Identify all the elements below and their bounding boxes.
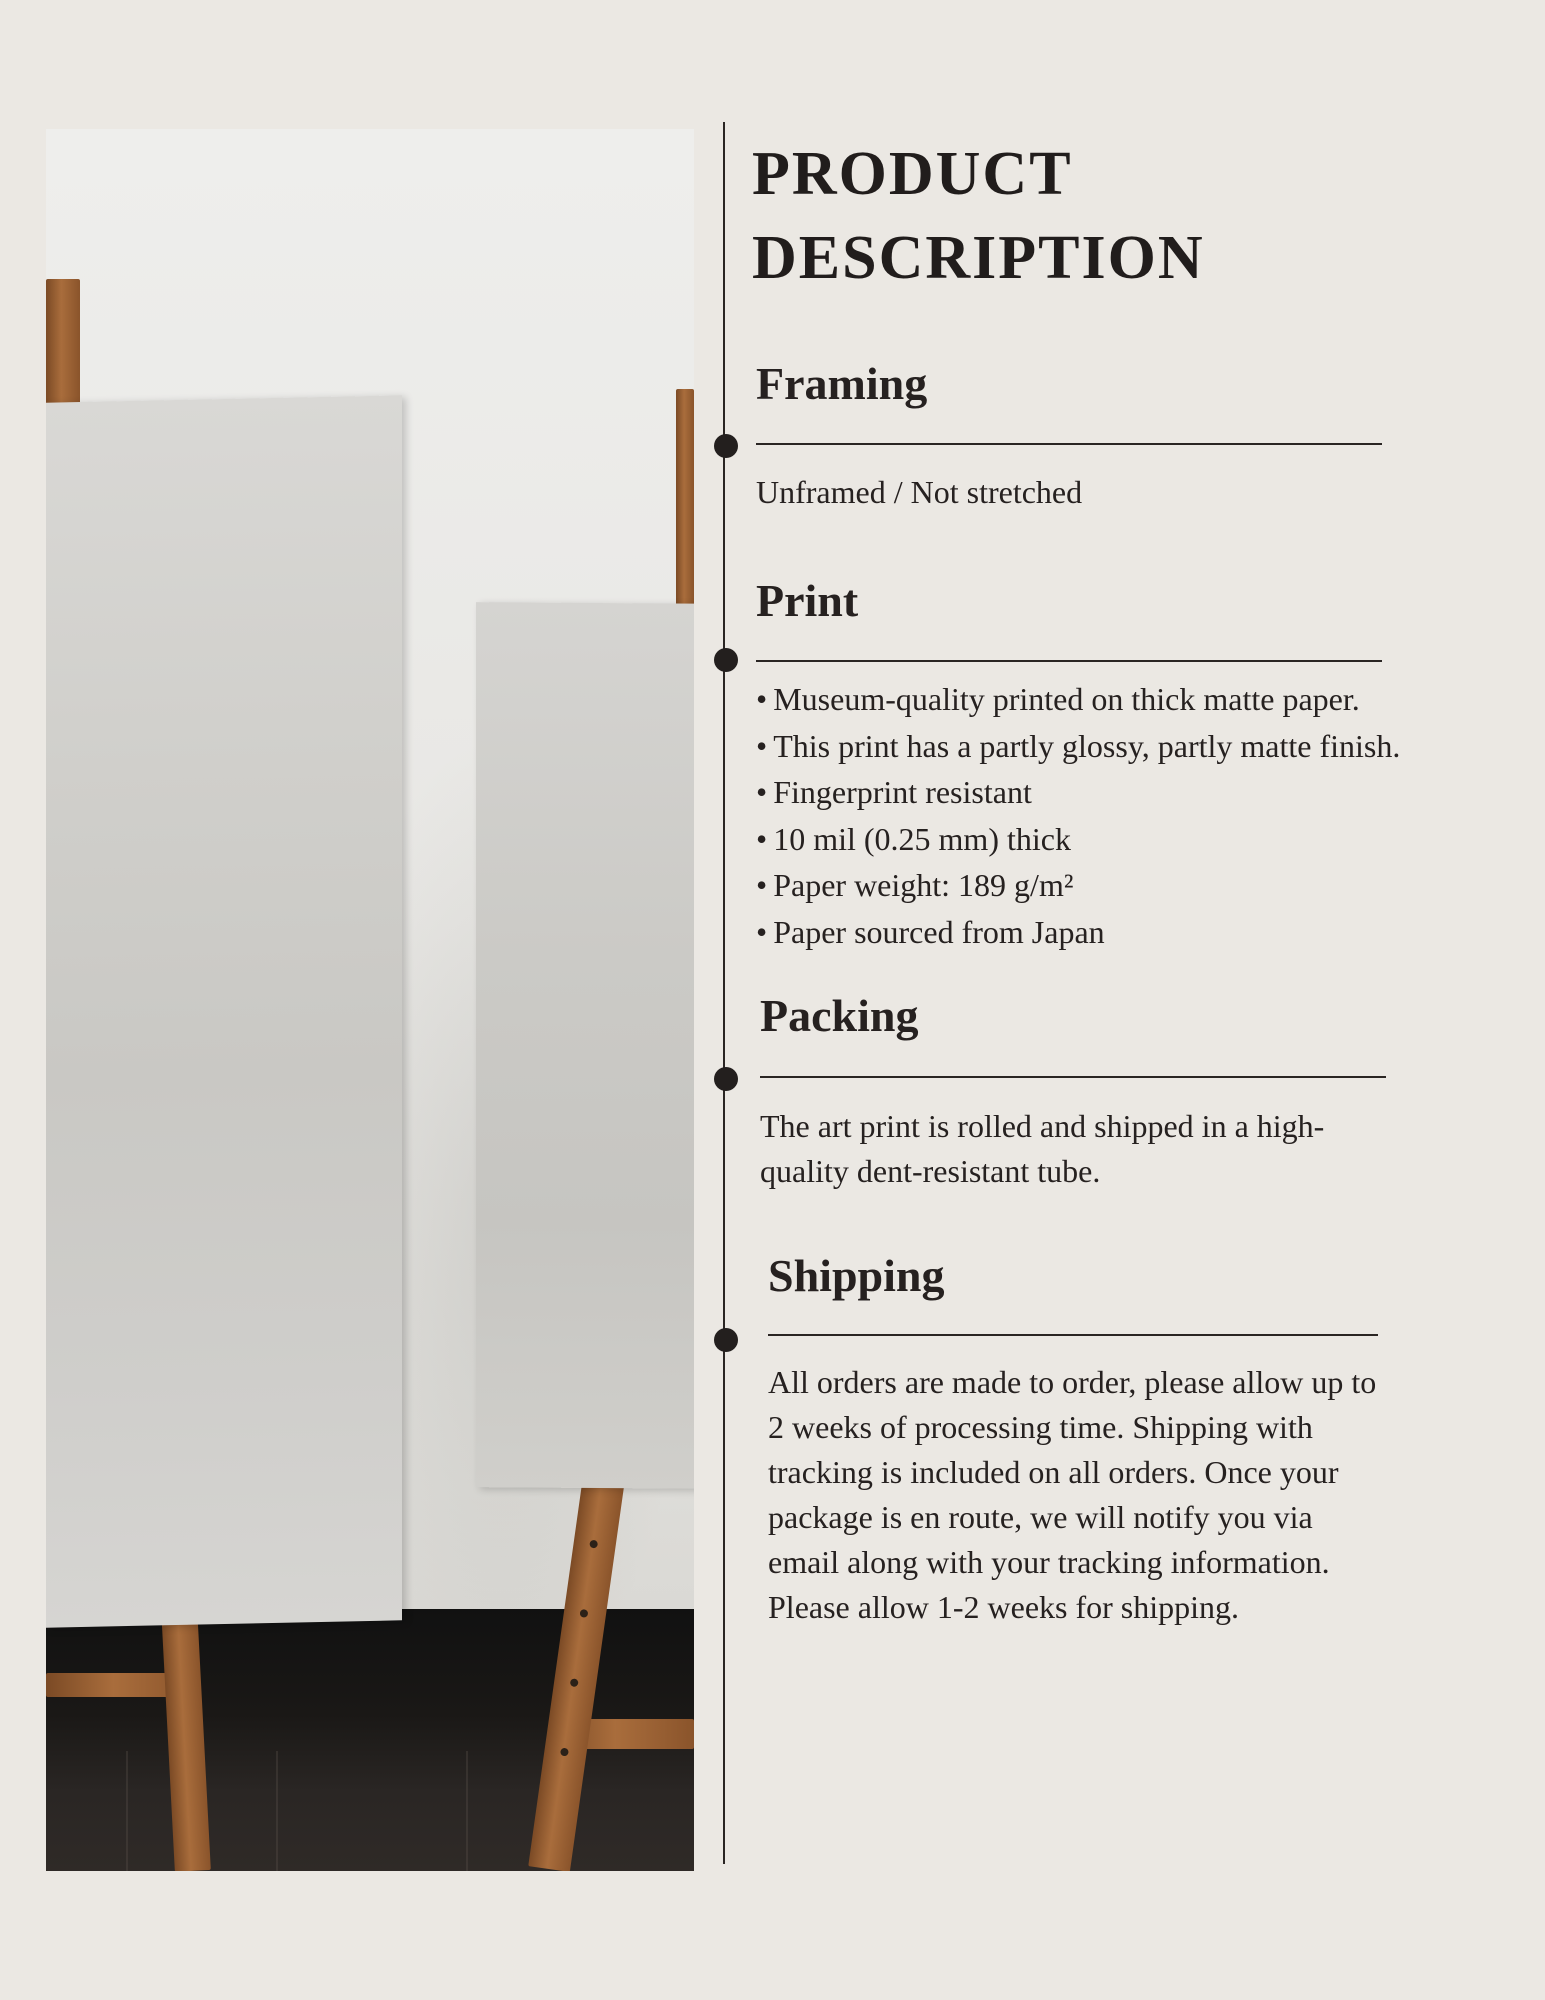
easel-leg [676, 389, 694, 609]
framing-text: Unframed / Not stretched [756, 474, 1083, 510]
print-feature-item: • This print has a partly glossy, partly matte finish. [756, 723, 1476, 770]
canvas-panel-right [476, 602, 694, 1489]
shipping-marker-dot [714, 1328, 738, 1352]
floor-board-line [466, 1751, 468, 1871]
floor-board-line [126, 1751, 128, 1871]
print-feature-item: • Paper weight: 189 g/m² [756, 862, 1476, 909]
framing-marker-dot [714, 434, 738, 458]
print-feature-item: • Fingerprint resistant [756, 769, 1476, 816]
floor-board-line [276, 1751, 278, 1871]
print-feature-list [756, 676, 1476, 955]
print-divider [756, 660, 1382, 662]
print-feature-item: • 10 mil (0.25 mm) thick [756, 816, 1476, 863]
packing-marker-dot [714, 1067, 738, 1091]
peg-hole [579, 1609, 588, 1618]
framing-divider [756, 443, 1382, 445]
print-heading: Print [756, 575, 859, 626]
product-photo [46, 129, 694, 1871]
print-feature-item: • Museum-quality printed on thick matte paper. [756, 676, 1476, 723]
easel-leg [46, 279, 80, 419]
framing-heading: Framing [756, 358, 928, 409]
packing-divider [760, 1076, 1386, 1078]
timeline-line [723, 122, 725, 1864]
peg-hole [560, 1748, 569, 1757]
peg-hole [589, 1540, 598, 1549]
shipping-heading: Shipping [768, 1250, 945, 1301]
print-feature-item: • Paper sourced from Japan [756, 909, 1476, 956]
print-marker-dot [714, 648, 738, 672]
canvas-panel-left [46, 395, 402, 1627]
shipping-text: All orders are made to order, please allow up to 2 weeks of processing time. Shipping with tracking is included on all orders. Once your package is en route, we will notify you via email along with your tracking information. Please allow 1-2 weeks for shipping. [768, 1364, 1377, 1625]
packing-text: The art print is rolled and shipped in a high-quality dent-resistant tube. [760, 1108, 1325, 1189]
peg-hole [570, 1678, 579, 1687]
packing-heading: Packing [760, 990, 919, 1041]
page-title: PRODUCT DESCRIPTION [752, 140, 1205, 292]
shipping-divider [768, 1334, 1378, 1336]
